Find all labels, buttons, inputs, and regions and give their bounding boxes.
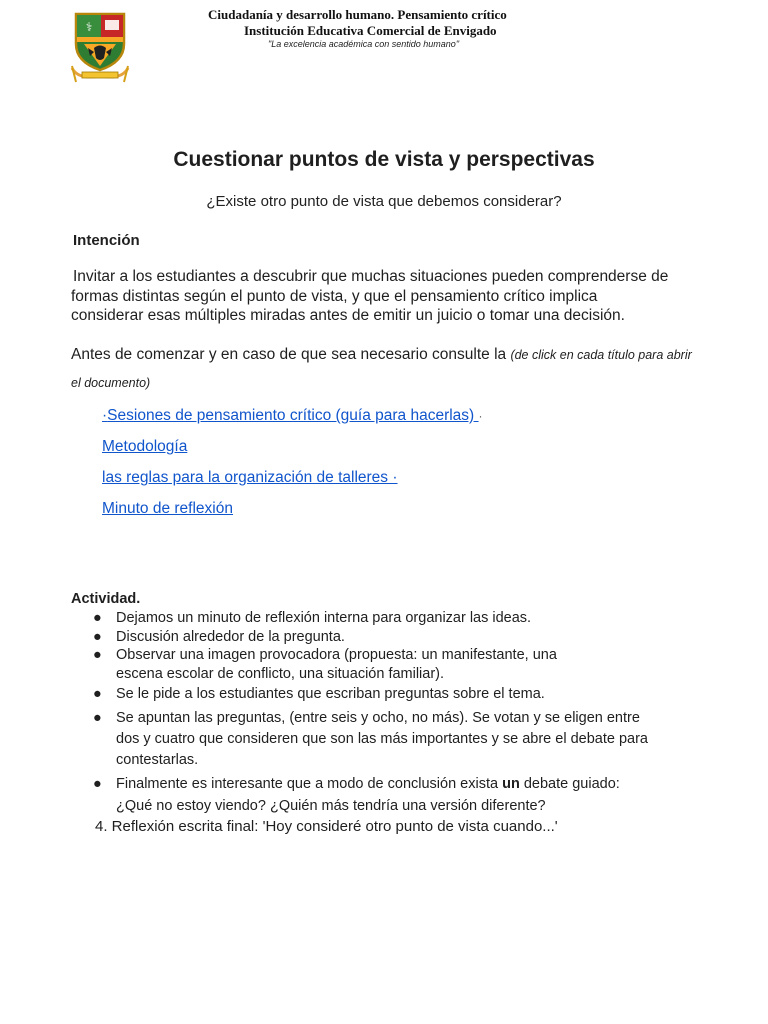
- list-item: ● Observar una imagen provocadora (propuesta: un manifestante, una escena escolar de conflicto, una situación familiar).: [93, 647, 557, 682]
- intention-paragraph: [71, 267, 711, 326]
- list-item: ● Se apuntan las preguntas, (entre seis y ocho, no más). Se votan y se eligen entre dos y cuatro que consideren que son las más importantes y se abre el debate para contestarlas.: [93, 709, 648, 768]
- activity-heading: Actividad.: [71, 591, 141, 607]
- list-item: ● Se le pide a los estudiantes que escriban preguntas sobre el tema.: [93, 686, 545, 702]
- before-note: (de click en cada título para abrir el documento): [71, 348, 692, 390]
- link-item: [102, 405, 483, 436]
- link-sesiones-pensamiento-critico[interactable]: ·Sesiones de pensamiento crítico (guía para hacerlas): [102, 407, 479, 424]
- link-item: [102, 467, 483, 498]
- link-item: [102, 436, 483, 467]
- link-minuto-reflexion[interactable]: Minuto de reflexión: [102, 500, 233, 517]
- reference-links: [102, 405, 483, 529]
- link-metodologia[interactable]: Metodología: [102, 438, 188, 455]
- intention-heading: Intención: [73, 232, 140, 249]
- list-item: ● Dejamos un minuto de reflexión interna para organizar las ideas.: [93, 610, 532, 626]
- guiding-question: ¿Existe otro punto de vista que debemos considerar?: [206, 193, 562, 210]
- before-starting-paragraph: [71, 341, 701, 397]
- bullet-icon: ●: [93, 775, 102, 792]
- bullet-icon: ●: [93, 709, 102, 726]
- bullet-icon: ●: [93, 610, 102, 626]
- bullet-icon: ●: [93, 647, 102, 663]
- header-institution-line: Ciudadanía y desarrollo humano. Pensamiento crítico: [208, 7, 507, 22]
- final-reflection: 4. Reflexión escrita final: 'Hoy consideré otro punto de vista cuando...': [95, 818, 558, 835]
- list-item: ● Finalmente es interesante que a modo de conclusión exista un debate guiado: ¿Qué no estoy viendo? ¿Quién más tendría una versión diferente?: [71, 773, 711, 817]
- svg-text:⚕: ⚕: [85, 20, 93, 34]
- bullet-icon: ●: [93, 628, 102, 645]
- link-reglas-talleres[interactable]: las reglas para la organización de talleres ·: [102, 469, 398, 486]
- header-school-name: Institución Educativa Comercial de Envigado: [244, 23, 497, 38]
- intention-line: formas distintas según el punto de vista, y que el pensamiento crítico implica: [71, 287, 598, 305]
- intention-line: considerar esas múltiples miradas antes de emitir un juicio o tomar una decisión.: [71, 307, 625, 324]
- link-separator: ·: [478, 409, 483, 423]
- activity-list: [71, 609, 711, 817]
- school-crest-logo: [68, 10, 132, 86]
- list-item: ● Discusión alrededor de la pregunta.: [93, 628, 345, 645]
- before-text: Antes de comenzar y en caso de que sea necesario consulte la: [71, 346, 511, 363]
- header-motto: "La excelencia académica con sentido humano": [268, 39, 460, 49]
- link-item: [102, 498, 483, 529]
- bullet-icon: ●: [93, 686, 102, 702]
- page-title: Cuestionar puntos de vista y perspectivas: [173, 148, 595, 171]
- intention-line: Invitar a los estudiantes a descubrir que muchas situaciones pueden comprenderse de: [73, 268, 669, 285]
